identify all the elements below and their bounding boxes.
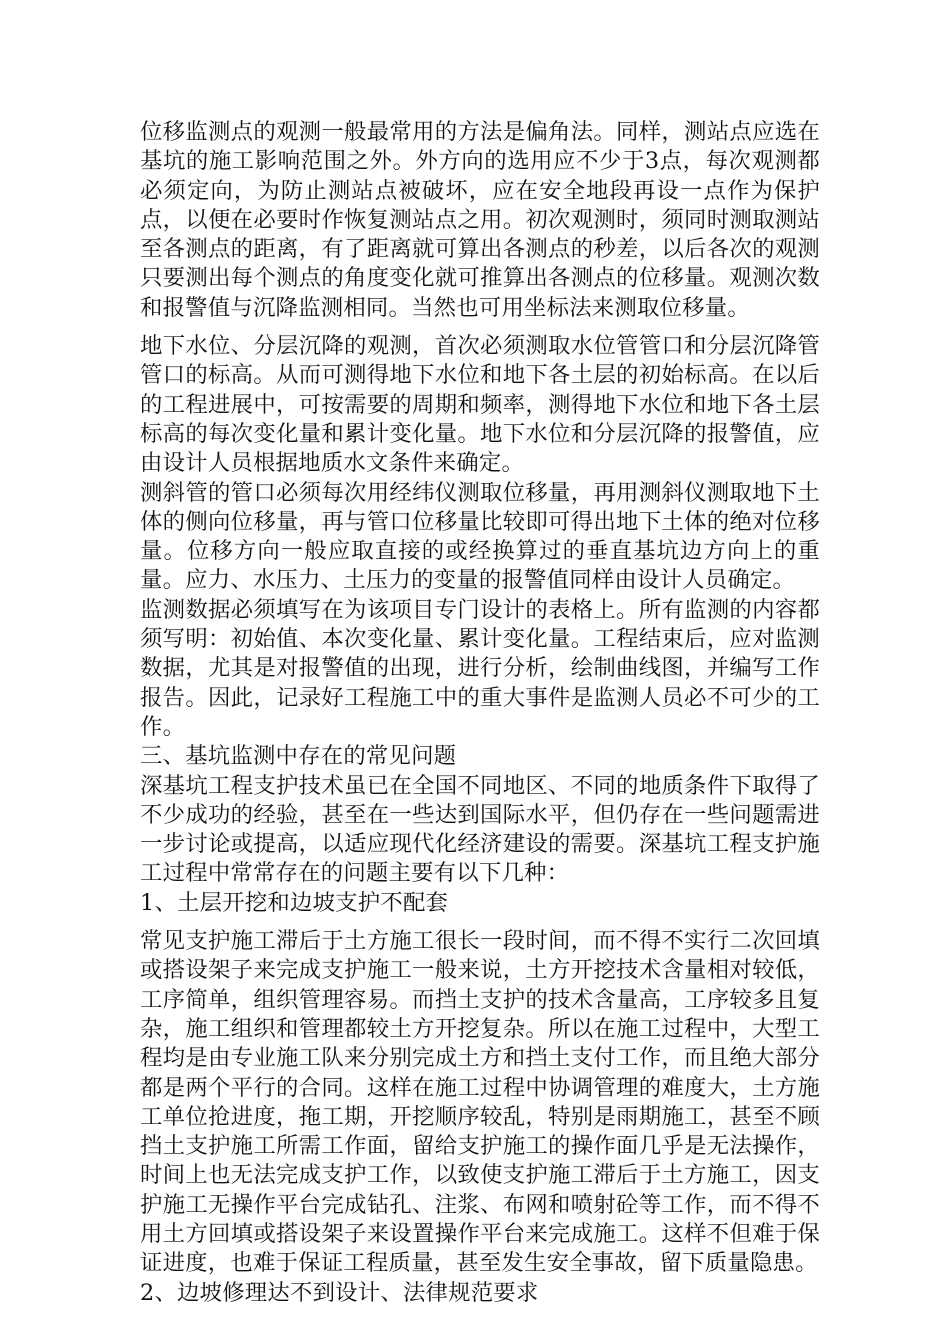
paragraph-section-intro: 深基坑工程支护技术虽已在全国不同地区、不同的地质条件下取得了不少成功的经验，甚至在一些达到国际水平，但仍存在一些问题需进一步讨论或提高，以适应现代化经济建设的需要。深基坑工程支护施工过程中常常存在的问题主要有以下几种： bbox=[140, 772, 820, 887]
section-heading-common-problems: 三、基坑监测中存在的常见问题 bbox=[140, 743, 457, 770]
paragraph-monitoring-data: 监测数据必须填写在为该项目专门设计的表格上。所有监测的内容都须写明：初始值、本次变化量、累计变化量。工程结束后，应对监测数据，尤其是对报警值的出现，进行分析，绘制曲线图，并编写工作报告。因此，记录好工程施工中的重大事件是监测人员必不可少的工作。 bbox=[140, 596, 820, 740]
item-heading-2: 2、边坡修理达不到设计、法律规范要求 bbox=[140, 1279, 539, 1306]
paragraph-displacement-monitoring: 位移监测点的观测一般最常用的方法是偏角法。同样，测站点应选在基坑的施工影响范围之外。外方向的选用应不少于3点，每次观测都必须定向，为防止测站点被破坏，应在安全地段再设一点作为保护点，以便在必要时作恢复测站点之用。初次观测时，须同时测取测站至各测点的距离，有了距离就可算出各测点的秒差，以后各次的观测只要测出每个测点的角度变化就可推算出各测点的位移量。观测次数和报警值与沉降监测相同。当然也可用坐标法来测取位移量。 bbox=[140, 119, 820, 321]
paragraph-inclinometer: 测斜管的管口必须每次用经纬仪测取位移量，再用测斜仪测取地下土体的侧向位移量，再与管口位移量比较即可得出地下土体的绝对位移量。位移方向一般应取直接的或经换算过的垂直基坑边方向上的重量。应力、水压力、土压力的变量的报警值同样由设计人员确定。 bbox=[140, 479, 820, 594]
document-page bbox=[140, 118, 820, 1308]
item-heading-1: 1、土层开挖和边坡支护不配套 bbox=[140, 889, 449, 916]
paragraph-item-1-body: 常见支护施工滞后于土方施工很长一段时间，而不得不实行二次回填或搭设架子来完成支护施工一般来说，土方开挖技术含量相对较低，工序简单，组织管理容易。而挡土支护的技术含量高，工序较多且复杂，施工组织和管理都较土方开挖复杂。所以在施工过程中，大型工程均是由专业施工队来分别完成土方和挡土支付工作，而且绝大部分都是两个平行的合同。这样在施工过程中协调管理的难度大，土方施工单位抢进度，拖工期，开挖顺序较乱，特别是雨期施工，甚至不顾挡土支护施工所需工作面，留给支护施工的操作面几乎是无法操作，时间上也无法完成支护工作，以致使支护施工滞后于土方施工，因支护施工无操作平台完成钻孔、注浆、布网和喷射砼等工作，而不得不用土方回填或搭设架子来设置操作平台来完成施工。这样不但难于保证进度，也难于保证工程质量，甚至发生安全事故，留下质量隐患。 bbox=[140, 928, 820, 1277]
paragraph-groundwater-settlement: 地下水位、分层沉降的观测，首次必须测取水位管管口和分层沉降管管口的标高。从而可测得地下水位和地下各土层的初始标高。在以后的工程进展中，可按需要的周期和频率，测得地下水位和地下各土层标高的每次变化量和累计变化量。地下水位和分层沉降的报警值，应由设计人员根据地质水文条件来确定。 bbox=[140, 333, 820, 477]
